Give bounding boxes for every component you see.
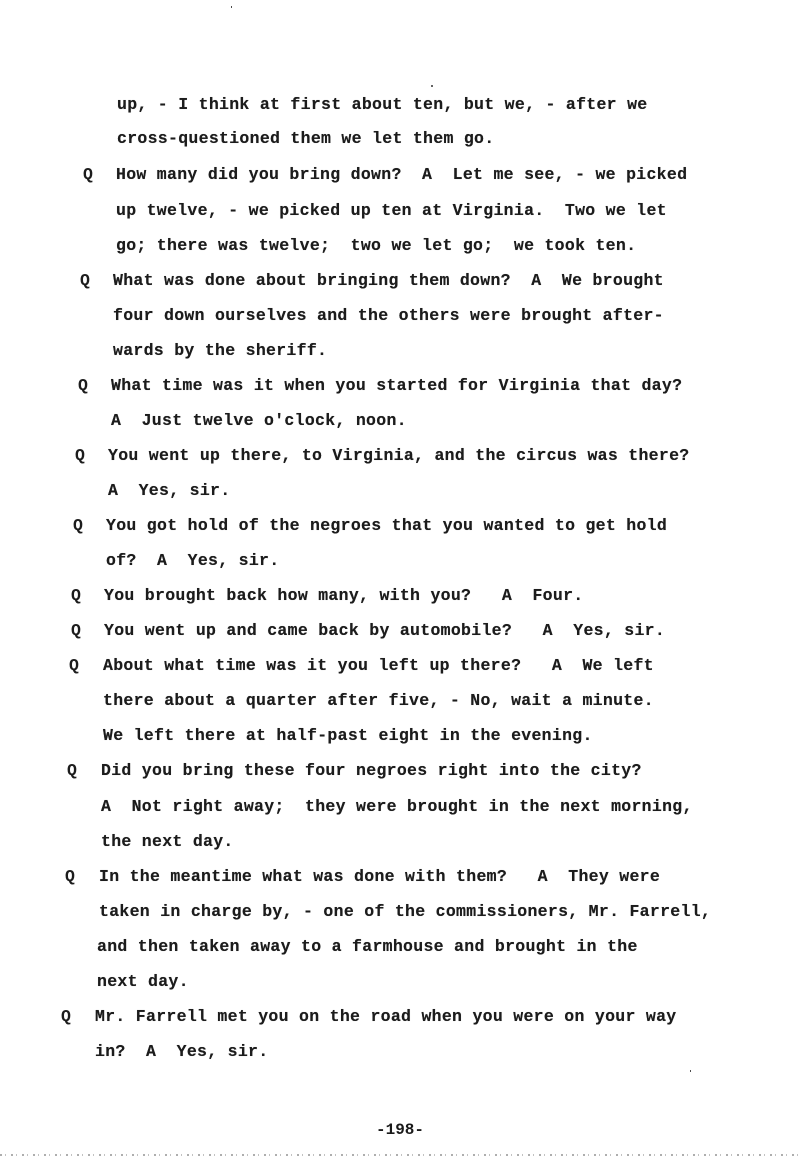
text-line: four down ourselves and the others were brought after- (113, 306, 664, 325)
page-number: -198- (375, 1121, 424, 1139)
text-line: there about a quarter after five, - No, wait a minute. (103, 691, 654, 710)
text-line: and then taken away to a farmhouse and brought in the (97, 937, 638, 956)
text-line: You brought back how many, with you? A Four. (104, 586, 584, 605)
text-line: up twelve, - we picked up ten at Virginia. Two we let (116, 201, 667, 220)
text-line: in? A Yes, sir. (95, 1042, 269, 1061)
scan-speck (690, 1070, 691, 1072)
text-line: wards by the sheriff. (113, 341, 328, 360)
question-marker: Q (65, 867, 75, 886)
question-marker: Q (73, 516, 83, 535)
text-line: cross-questioned them we let them go. (117, 129, 495, 148)
text-line: A Not right away; they were brought in the next morning, (101, 797, 693, 816)
question-marker: Q (69, 656, 79, 675)
question-marker: Q (71, 586, 81, 605)
question-marker: Q (75, 446, 85, 465)
text-line: the next day. (101, 832, 234, 851)
text-line: You went up there, to Virginia, and the circus was there? (108, 446, 690, 465)
text-line: In the meantime what was done with them? A They were (99, 867, 661, 886)
question-marker: Q (61, 1007, 71, 1026)
scan-edge-noise (0, 1154, 800, 1156)
text-line: What was done about bringing them down? A We brought (113, 271, 664, 290)
question-marker: Q (80, 271, 90, 290)
question-marker: Q (83, 165, 93, 184)
text-line: About what time was it you left up there? A We left (103, 656, 654, 675)
text-line: We left there at half-past eight in the evening. (103, 726, 593, 745)
question-marker: Q (78, 376, 88, 395)
text-line: taken in charge by, - one of the commissioners, Mr. Farrell, (99, 902, 712, 921)
text-line: of? A Yes, sir. (106, 551, 280, 570)
text-line: You got hold of the negroes that you wanted to get hold (106, 516, 668, 535)
text-line: You went up and came back by automobile? A Yes, sir. (104, 621, 666, 640)
question-marker: Q (71, 621, 81, 640)
text-line: go; there was twelve; two we let go; we took ten. (116, 236, 637, 255)
scan-speck (231, 6, 232, 8)
text-line: A Just twelve o'clock, noon. (111, 411, 407, 430)
text-line: How many did you bring down? A Let me see, - we picked (116, 165, 688, 184)
text-line: Did you bring these four negroes right into the city? (101, 761, 642, 780)
text-line: A Yes, sir. (108, 481, 231, 500)
text-line: What time was it when you started for Virginia that day? (111, 376, 683, 395)
text-line: Mr. Farrell met you on the road when you were on your way (95, 1007, 677, 1026)
text-line: next day. (97, 972, 189, 991)
scan-speck (431, 85, 433, 87)
text-line: up, - I think at first about ten, but we, - after we (117, 95, 648, 114)
question-marker: Q (67, 761, 77, 780)
